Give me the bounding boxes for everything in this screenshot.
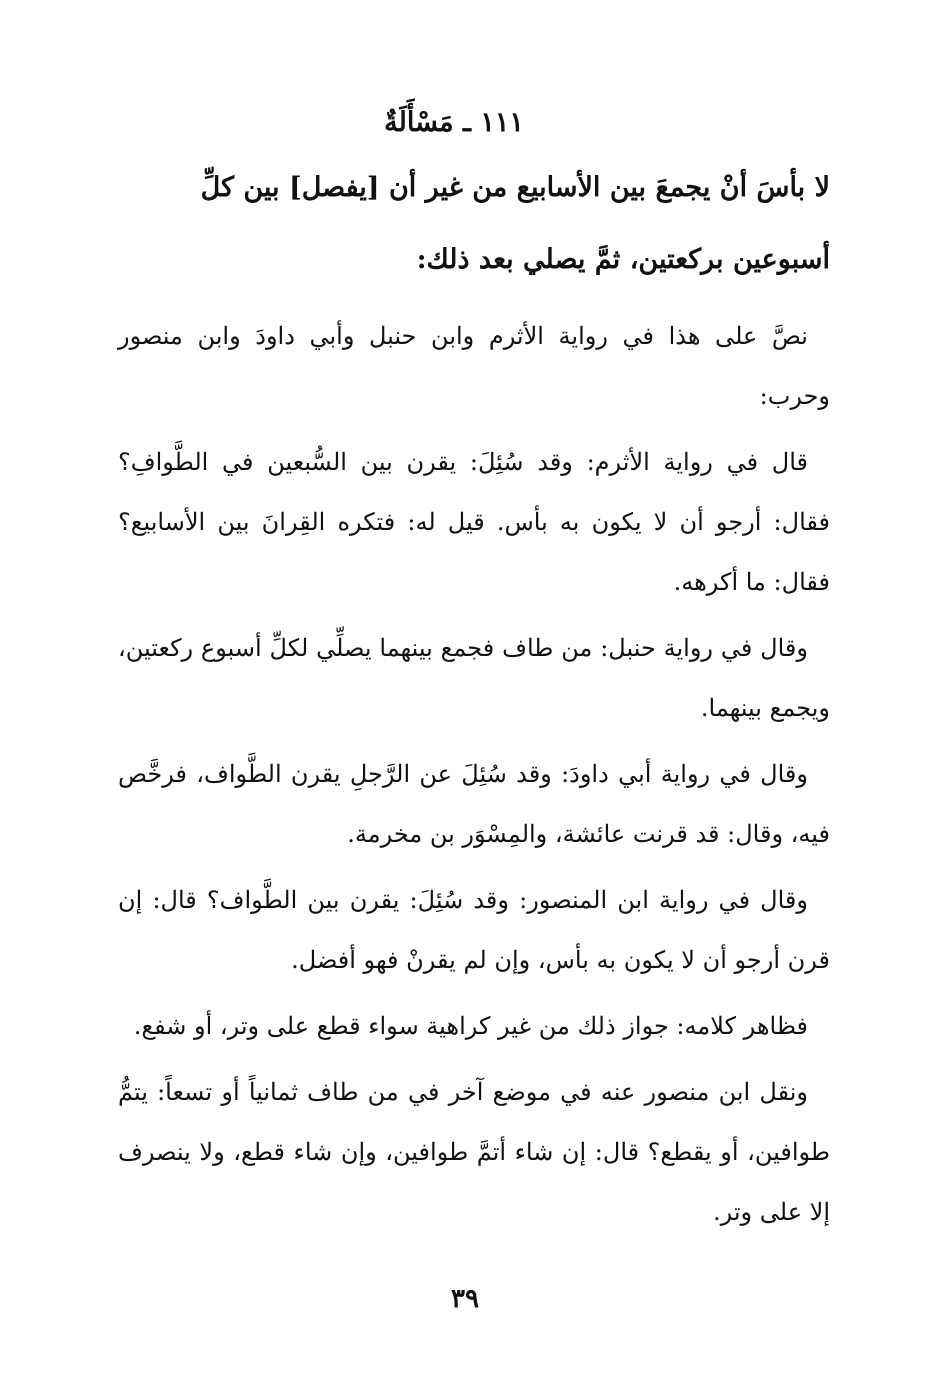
issue-statement: لا بأسَ أنْ يجمعَ بين الأسابيع من غير أن [يفصل] بين كلِّ أسبوعين بركعتين، ثمَّ يصلي بعد ذلك: bbox=[200, 172, 830, 275]
paragraph-narrators: نصَّ على هذا في رواية الأثرم وابن حنبل وأبي داودَ وابن منصور وحرب: bbox=[118, 322, 830, 410]
page-number: ٣٩ bbox=[451, 1284, 479, 1314]
issue-heading: ١١١ ـ مَسْأَلَةٌ bbox=[384, 107, 524, 138]
paragraph-ibn-mansur-narration: وقال في رواية ابن المنصور: وقد سُئِلَ: يقرن بين الطَّواف؟ قال: إن قرن أرجو أن لا يكون به بأس، وإن لم يقرنْ فهو أفضل. bbox=[118, 886, 830, 974]
paragraph-conclusion: فظاهر كلامه: جواز ذلك من غير كراهية سواء قطع على وتر، أو شفع. bbox=[133, 1012, 808, 1040]
page-text-block bbox=[118, 98, 830, 1248]
paragraph-hanbal-narration: وقال في رواية حنبل: من طاف فجمع بينهما يصلِّي لكلِّ أسبوع ركعتين، ويجمع بينهما. bbox=[118, 634, 830, 722]
paragraph-athram-narration: قال في رواية الأثرم: وقد سُئِلَ: يقرن بين السُّبعين في الطَّوافِ؟ فقال: أرجو أن لا يكون به بأس. قيل له: فتكره القِرانَ بين الأسابيع؟ فقال: ما أكرهه. bbox=[118, 448, 830, 596]
paragraph-abu-dawud-narration: وقال في رواية أبي داودَ: وقد سُئِلَ عن الرَّجلِ يقرن الطَّواف، فرخَّص فيه، وقال: قد قرنت عائشة، والمِسْوَر بن مخرمة. bbox=[118, 760, 830, 848]
paragraph-ibn-mansur-other: ونقل ابن منصور عنه في موضع آخر في من طاف ثمانياً أو تسعاً: يتمُّ طوافين، أو يقطع؟ قال: إن شاء أتمَّ طوافين، وإن شاء قطع، ولا ينصرف إلا على وتر. bbox=[118, 1078, 830, 1226]
